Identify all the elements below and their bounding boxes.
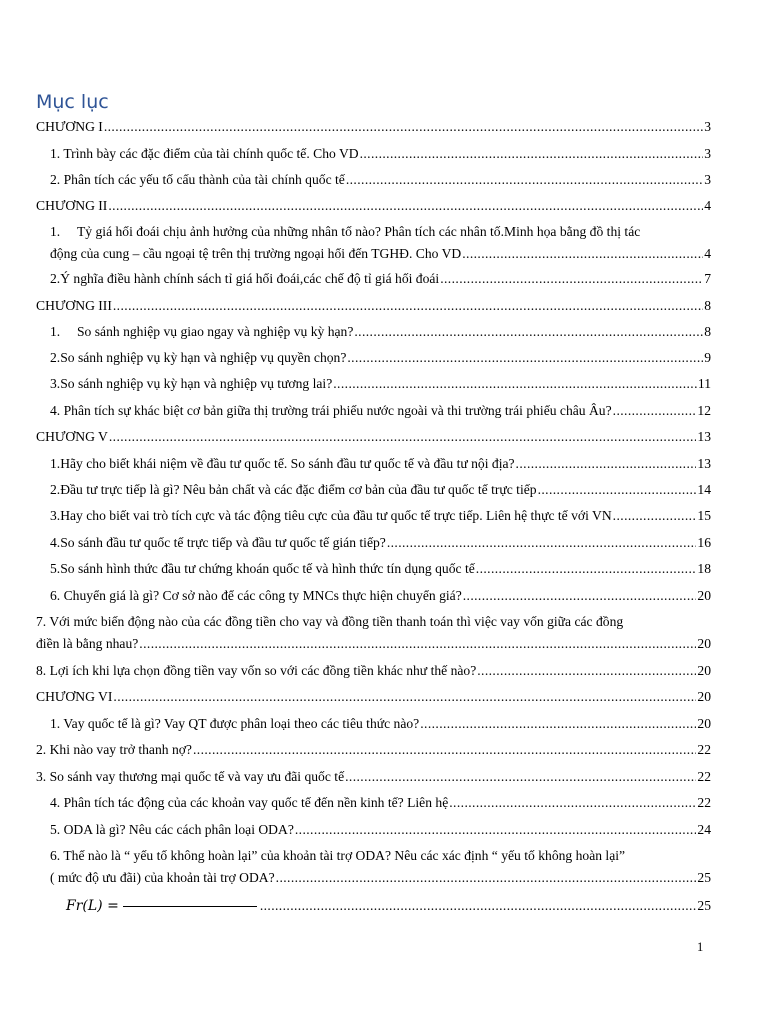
toc-entry-page: 8: [704, 298, 711, 313]
dot-leader: [333, 373, 697, 395]
toc-entry-5-1[interactable]: [36, 453, 711, 475]
toc-entry-text: Phân tích các yếu tố cấu thành của tài chính quốc tế: [63, 172, 345, 187]
toc-entry-5-2[interactable]: [36, 479, 711, 501]
toc-entry-number: 4.: [50, 403, 61, 418]
toc-entry-text-continued: ( mức độ ưu đãi) của khoản tài trợ ODA?: [50, 870, 275, 885]
toc-entry-6-6[interactable]: [36, 845, 711, 889]
toc-entry-number: 1.: [50, 716, 61, 731]
dot-leader: [139, 633, 696, 655]
dot-leader: [276, 867, 697, 889]
toc-entry-page: 20: [697, 716, 711, 731]
toc-entry-page: 7: [704, 271, 711, 286]
toc-entry-text: Với mức biến động nào của các đồng tiền cho vay và đồng tiền thanh toán thì việc vay vốn giữa các đồng: [49, 614, 624, 629]
toc-entry-text: Vay quốc tế là gì? Vay QT được phân loại theo các tiêu thức nào?: [63, 716, 420, 731]
dot-leader: [104, 116, 703, 138]
toc-entry-2-1[interactable]: [36, 221, 711, 265]
toc-entry-text: 2.Đầu tư trực tiếp là gì? Nêu bản chất và các đặc điểm cơ bản của đầu tư quốc tế trực tiếp: [50, 482, 537, 497]
toc-entry-number: 1.: [50, 224, 61, 239]
toc-entry-text: Lợi ích khi lựa chọn đồng tiền vay vốn so với các đồng tiền khác như thế nào?: [49, 663, 477, 678]
dot-leader: [108, 195, 703, 217]
toc-entry-5-3[interactable]: [36, 505, 711, 527]
dot-leader: [463, 585, 697, 607]
dot-leader: [295, 819, 697, 841]
toc-entry-formula[interactable]: [66, 895, 711, 917]
toc-entry-page: 24: [697, 822, 711, 837]
toc-entry-page: 4: [704, 246, 711, 261]
toc-entry-3-1[interactable]: [36, 321, 711, 343]
toc-entry-page: 20: [697, 663, 711, 678]
toc-entry-text: 3.Hay cho biết vai trò tích cực và tác động tiêu cực của đầu tư quốc tế trực tiếp. Liên hệ thực tế với VN: [50, 508, 612, 523]
toc-entry-text: Chuyển giá là gì? Cơ sở nào để các công ty MNCs thực hiện chuyển giá?: [63, 588, 462, 603]
toc-entry-1-2[interactable]: [36, 169, 711, 191]
toc-entry-chapter-3[interactable]: [36, 295, 711, 317]
toc-entry-page: 13: [697, 456, 711, 471]
toc-entry-text: CHƯƠNG I: [36, 119, 103, 134]
toc-entry-6-4[interactable]: [36, 792, 711, 814]
toc-entry-page: 20: [697, 636, 711, 651]
dot-leader: [113, 686, 696, 708]
toc-entry-text: ODA là gì? Nêu các cách phân loại ODA?: [63, 822, 294, 837]
toc-entry-5-8[interactable]: [36, 660, 711, 682]
toc-entry-chapter-6[interactable]: [36, 686, 711, 708]
toc-entry-number: 1.: [50, 146, 61, 161]
toc-entry-text: Thế nào là “ yếu tố không hoàn lại” của khoản tài trợ ODA? Nêu các xác định “ yếu tố không hoàn lại”: [63, 848, 626, 863]
dot-leader: [387, 532, 697, 554]
toc-entry-6-2[interactable]: [36, 739, 711, 761]
toc-entry-page: 8: [704, 324, 711, 339]
toc-entry-text: Khi nào vay trở thanh nợ?: [49, 742, 192, 757]
toc-entry-number: 2.: [36, 742, 47, 757]
toc-entry-number: 7.: [36, 614, 47, 629]
toc-entry-page: 20: [697, 689, 711, 704]
toc-entry-6-5[interactable]: [36, 819, 711, 841]
toc-entry-page: 22: [697, 742, 711, 757]
toc-entry-text: 5.So sánh hình thức đầu tư chứng khoán quốc tế và hình thức tín dụng quốc tế: [50, 561, 475, 576]
dot-leader: [476, 558, 697, 580]
toc-entry-text: CHƯƠNG VI: [36, 689, 113, 704]
dot-leader: [420, 713, 696, 735]
toc-entry-text: 1.Hãy cho biết khái niệm về đầu tư quốc tế. So sánh đầu tư quốc tế và đầu tư nội địa?: [50, 456, 515, 471]
toc-entry-text-continued: điền là bằng nhau?: [36, 636, 139, 651]
dot-leader: [613, 505, 697, 527]
toc-entry-text: 4.So sánh đầu tư quốc tế trực tiếp và đầu tư quốc tế gián tiếp?: [50, 535, 386, 550]
toc-entry-page: 22: [697, 769, 711, 784]
dot-leader: [347, 347, 703, 369]
toc-entry-number: 1.: [50, 324, 61, 339]
toc-entry-page: 22: [697, 795, 711, 810]
dot-leader: [360, 143, 704, 165]
toc-entry-number: 2.: [50, 172, 61, 187]
toc-entry-page: 3: [704, 146, 711, 161]
toc-entry-page: 14: [697, 482, 711, 497]
toc-entry-text: So sánh nghiệp vụ giao ngay và nghiệp vụ kỳ hạn?: [77, 324, 354, 339]
toc-entry-5-7[interactable]: [36, 611, 711, 655]
toc-entry-3-4[interactable]: [36, 400, 711, 422]
toc-entry-text: Phân tích tác động của các khoản vay quốc tế đến nền kinh tế? Liên hệ: [63, 795, 449, 810]
toc-entry-page: 16: [697, 535, 711, 550]
dot-leader: [613, 400, 697, 422]
toc-entry-page: 13: [697, 429, 711, 444]
dot-leader: [449, 792, 696, 814]
toc-entry-5-5[interactable]: [36, 558, 711, 580]
toc-entry-number: 3.: [36, 769, 47, 784]
toc-entry-page: 9: [704, 350, 711, 365]
dot-leader: [462, 243, 703, 265]
toc-entry-text-continued: động của cung – cầu ngoại tệ trên thị trường ngoại hối đến TGHĐ. Cho VD: [50, 246, 462, 261]
toc-entry-5-6[interactable]: [36, 585, 711, 607]
toc-entry-text: Tỷ giá hối đoái chịu ảnh hưởng của những nhân tố nào? Phân tích các nhân tố.Minh họa bằng đồ thị tác: [77, 224, 641, 239]
toc-entry-1-1[interactable]: [36, 143, 711, 165]
dot-leader: [516, 453, 697, 475]
toc-entry-text: 3.So sánh nghiệp vụ kỳ hạn và nghiệp vụ tương lai?: [50, 376, 333, 391]
toc-entry-number: 4.: [50, 795, 61, 810]
toc-entry-text: CHƯƠNG V: [36, 429, 108, 444]
dot-leader: [109, 426, 697, 448]
dot-leader: [193, 739, 696, 761]
toc-entry-chapter-5[interactable]: [36, 426, 711, 448]
toc-entry-page: 12: [697, 403, 711, 418]
toc-entry-page: 3: [704, 172, 711, 187]
toc-entry-number: 5.: [50, 822, 61, 837]
toc-entry-text: 2.So sánh nghiệp vụ kỳ hạn và nghiệp vụ quyền chọn?: [50, 350, 347, 365]
toc-entry-6-3[interactable]: [36, 766, 711, 788]
dot-leader: [345, 766, 696, 788]
toc-entry-5-4[interactable]: [36, 532, 711, 554]
toc-entry-text: 2.Ý nghĩa điều hành chính sách tỉ giá hối đoái,các chế độ tỉ giá hối đoái: [50, 271, 440, 286]
formula-fraction-line: [123, 906, 257, 907]
toc-entry-6-1[interactable]: [36, 713, 711, 735]
dot-leader: [538, 479, 697, 501]
toc-entry-page: 4: [704, 198, 711, 213]
toc-entry-page: 20: [697, 588, 711, 603]
dot-leader: [440, 268, 703, 290]
dot-leader: [260, 895, 697, 917]
toc-entry-number: 8.: [36, 663, 47, 678]
toc-entry-2-2[interactable]: [36, 268, 711, 290]
dot-leader: [477, 660, 696, 682]
dot-leader: [113, 295, 703, 317]
formula-text: Fr(L) =: [66, 898, 119, 914]
toc-entry-chapter-2[interactable]: [36, 195, 711, 217]
toc-entry-page: 11: [697, 376, 711, 391]
dot-leader: [346, 169, 703, 191]
dot-leader: [354, 321, 703, 343]
toc-entry-number: 6.: [50, 588, 61, 603]
toc-entry-page: 25: [697, 898, 711, 913]
toc-entry-page: 18: [697, 561, 711, 576]
toc-entry-text: Trình bày các đặc điểm của tài chính quốc tế. Cho VD: [63, 146, 359, 161]
toc-entry-3-2[interactable]: [36, 347, 711, 369]
toc-entry-number: 6.: [50, 848, 61, 863]
toc-entry-page: 25: [697, 870, 711, 885]
toc-entry-text: CHƯƠNG II: [36, 198, 108, 213]
toc-entry-text: So sánh vay thương mại quốc tế và vay ưu đãi quốc tế: [49, 769, 345, 784]
toc-entry-3-3[interactable]: [36, 373, 711, 395]
page-number: 1: [697, 940, 704, 954]
toc-entry-text: Phân tích sự khác biệt cơ bản giữa thị trường trái phiếu nước ngoài và thi trường trái phiếu châu Âu?: [63, 403, 612, 418]
toc-entry-chapter-1[interactable]: [36, 116, 711, 138]
toc-entry-text: CHƯƠNG III: [36, 298, 112, 313]
toc-entry-page: 3: [704, 119, 711, 134]
toc-title: Mục lục: [36, 91, 109, 113]
toc-entry-page: 15: [697, 508, 711, 523]
